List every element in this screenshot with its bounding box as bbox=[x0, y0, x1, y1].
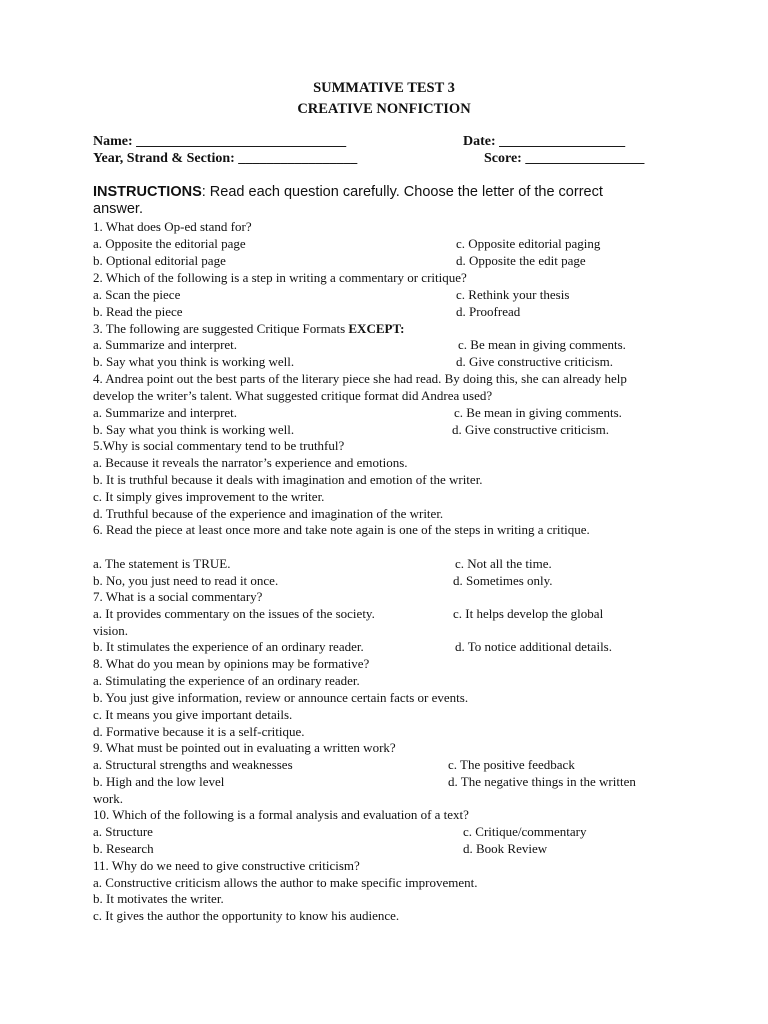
q5-option-b: b. It is truthful because it deals with imagination and emotion of the writer. bbox=[93, 472, 483, 487]
q10-option-b: b. Research bbox=[93, 841, 154, 856]
q8-option-b: b. You just give information, review or announce certain facts or events. bbox=[93, 690, 469, 705]
question-6: 6. Read the piece at least once more and take note again is one of the steps in writing a critique. bbox=[93, 522, 590, 537]
q1-option-a: a. Opposite the editorial page bbox=[93, 236, 246, 251]
question-8: 8. What do you mean by opinions may be formative? bbox=[93, 656, 370, 671]
question-4: 4. Andrea point out the best parts of the literary piece she had read. By doing this, she can already help develop the writer’s talent. What suggested critique format did Andrea used? bbox=[93, 371, 627, 403]
q11-option-a: a. Constructive criticism allows the author to make specific improvement. bbox=[93, 875, 478, 890]
question-3-text: 3. The following are suggested Critique Formats bbox=[93, 321, 349, 336]
q7-option-b: b. It stimulates the experience of an ordinary reader. bbox=[93, 639, 364, 654]
question-2: 2. Which of the following is a step in writing a commentary or critique? bbox=[93, 270, 467, 285]
question-3 bbox=[93, 320, 405, 337]
name-field: Name: ______________________________ bbox=[93, 134, 347, 149]
q1-option-c: c. Opposite editorial paging bbox=[456, 236, 601, 251]
q5-option-c: c. It simply gives improvement to the writer. bbox=[93, 489, 325, 504]
question-5: 5.Why is social commentary tend to be truthful? bbox=[93, 438, 345, 453]
instructions-label: INSTRUCTIONS bbox=[93, 184, 202, 200]
question-10: 10. Which of the following is a formal analysis and evaluation of a text? bbox=[93, 807, 469, 822]
q6-option-b: b. No, you just need to read it once. bbox=[93, 573, 279, 588]
section-field: Year, Strand & Section: _________________ bbox=[93, 151, 358, 166]
q11-option-c: c. It gives the author the opportunity to know his audience. bbox=[93, 908, 400, 923]
q8-option-c: c. It means you give important details. bbox=[93, 707, 293, 722]
q7-option-a: a. It provides commentary on the issues of the society. bbox=[93, 606, 375, 621]
q9-option-c: c. The positive feedback bbox=[448, 757, 575, 772]
q8-option-a: a. Stimulating the experience of an ordinary reader. bbox=[93, 673, 360, 688]
q4-option-c: c. Be mean in giving comments. bbox=[454, 405, 622, 420]
test-title: SUMMATIVE TEST 3 bbox=[313, 80, 455, 96]
q5-option-d: d. Truthful because of the experience and imagination of the writer. bbox=[93, 506, 444, 521]
instructions bbox=[93, 184, 653, 218]
q1-option-b: b. Optional editorial page bbox=[93, 253, 226, 268]
q7-option-c-continued: vision. bbox=[93, 623, 129, 638]
q6-option-a: a. The statement is TRUE. bbox=[93, 556, 231, 571]
q4-option-d: d. Give constructive criticism. bbox=[452, 422, 610, 437]
instructions-text: : Read each question carefully. Choose the letter of the correct answer. bbox=[93, 184, 603, 217]
q9-option-a: a. Structural strengths and weaknesses bbox=[93, 757, 293, 772]
q8-option-d: d. Formative because it is a self-critique. bbox=[93, 724, 305, 739]
q10-option-c: c. Critique/commentary bbox=[463, 824, 587, 839]
q6-option-d: d. Sometimes only. bbox=[453, 573, 553, 588]
q3-option-b: b. Say what you think is working well. bbox=[93, 354, 295, 369]
q7-option-c: c. It helps develop the global bbox=[453, 606, 604, 621]
q10-option-d: d. Book Review bbox=[463, 841, 548, 856]
q5-option-a: a. Because it reveals the narrator’s experience and emotions. bbox=[93, 455, 408, 470]
question-7: 7. What is a social commentary? bbox=[93, 589, 263, 604]
q2-option-b: b. Read the piece bbox=[93, 304, 183, 319]
question-9: 9. What must be pointed out in evaluating a written work? bbox=[93, 740, 396, 755]
q9-option-b: b. High and the low level bbox=[93, 774, 225, 789]
score-field: Score: _________________ bbox=[484, 151, 645, 166]
q10-option-a: a. Structure bbox=[93, 824, 153, 839]
q3-option-c: c. Be mean in giving comments. bbox=[458, 337, 626, 352]
question-11: 11. Why do we need to give constructive criticism? bbox=[93, 858, 360, 873]
question-3-emphasis: EXCEPT: bbox=[348, 321, 405, 336]
q2-option-c: c. Rethink your thesis bbox=[456, 287, 570, 302]
q3-option-d: d. Give constructive criticism. bbox=[456, 354, 614, 369]
date-field: Date: __________________ bbox=[463, 134, 626, 149]
q2-option-a: a. Scan the piece bbox=[93, 287, 181, 302]
q4-option-b: b. Say what you think is working well. bbox=[93, 422, 295, 437]
q4-option-a: a. Summarize and interpret. bbox=[93, 405, 238, 420]
q7-option-d: d. To notice additional details. bbox=[455, 639, 612, 654]
q1-option-d: d. Opposite the edit page bbox=[456, 253, 586, 268]
q9-option-d: d. The negative things in the written bbox=[448, 774, 636, 789]
q3-option-a: a. Summarize and interpret. bbox=[93, 337, 238, 352]
question-1: 1. What does Op-ed stand for? bbox=[93, 219, 252, 234]
q11-option-b: b. It motivates the writer. bbox=[93, 891, 224, 906]
q6-option-c: c. Not all the time. bbox=[455, 556, 552, 571]
q2-option-d: d. Proofread bbox=[456, 304, 521, 319]
q9-option-d-continued: work. bbox=[93, 791, 123, 806]
test-subtitle: CREATIVE NONFICTION bbox=[297, 101, 471, 117]
